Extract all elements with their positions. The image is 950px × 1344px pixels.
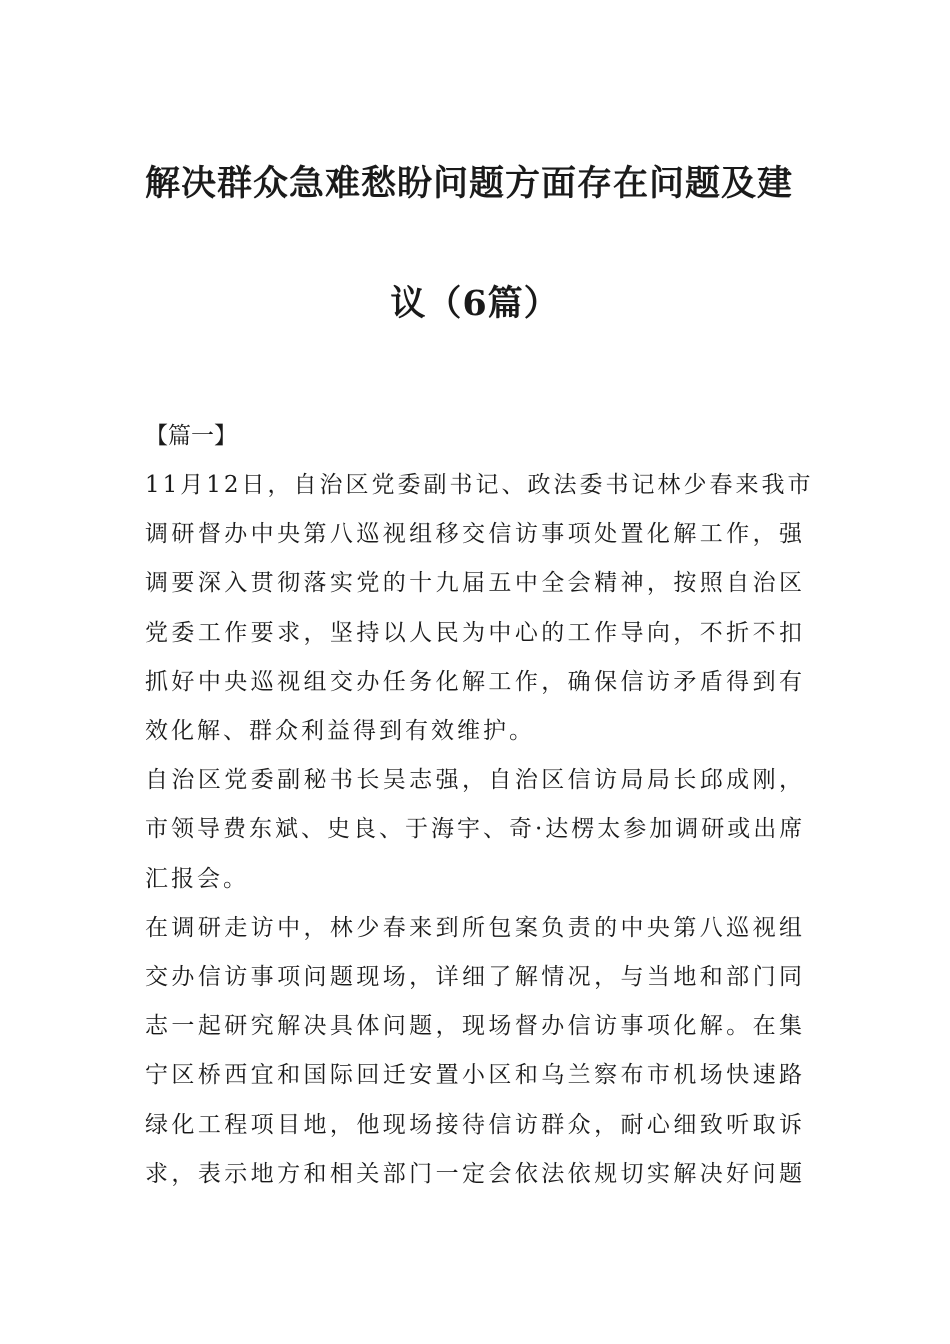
paragraph-line: 抓好中央巡视组交办任务化解工作，确保信访矛盾得到有 — [145, 668, 805, 695]
paragraph-line: 11月12日，自治区党委副书记、政法委书记林少春来我市 — [145, 472, 814, 498]
paragraph-line: 调要深入贯彻落实党的十九届五中全会精神，按照自治区 — [145, 570, 805, 597]
paragraph-3 — [145, 904, 805, 1199]
document-title-line-1: 解决群众急难愁盼问题方面存在问题及建 — [145, 163, 794, 204]
paragraph-line: 宁区桥西宜和国际回迁安置小区和乌兰察布市机场快速路 — [145, 1062, 805, 1089]
paragraph-line: 志一起研究解决具体问题，现场督办信访事项化解。在集 — [145, 1013, 805, 1040]
paragraph-line: 交办信访事项问题现场，详细了解情况，与当地和部门同 — [145, 964, 805, 991]
paragraph-line: 市领导费东斌、史良、于海宇、奇·达楞太参加调研或出席 — [145, 816, 806, 843]
paragraph-line: 党委工作要求，坚持以人民为中心的工作导向，不折不扣 — [145, 619, 805, 646]
paragraph-1 — [145, 461, 814, 756]
paragraph-2 — [145, 756, 805, 904]
paragraph-line: 绿化工程项目地，他现场接待信访群众，耐心细致听取诉 — [145, 1111, 805, 1138]
paragraph-line: 自治区党委副秘书长吴志强，自治区信访局局长邱成刚， — [145, 767, 805, 794]
paragraph-line: 调研督办中央第八巡视组移交信访事项处置化解工作，强 — [145, 521, 805, 548]
paragraph-line: 汇报会。 — [145, 865, 249, 892]
paragraph-line: 效化解、群众利益得到有效维护。 — [145, 718, 535, 745]
document-body — [145, 412, 814, 1199]
paragraph-line: 在调研走访中，林少春来到所包案负责的中央第八巡视组 — [145, 914, 805, 941]
paragraph-line: 求，表示地方和相关部门一定会依法依规切实解决好问题 — [145, 1160, 805, 1187]
document-title-line-2: 议（6篇） — [390, 283, 560, 324]
section-label: 【篇一】 — [145, 423, 237, 449]
